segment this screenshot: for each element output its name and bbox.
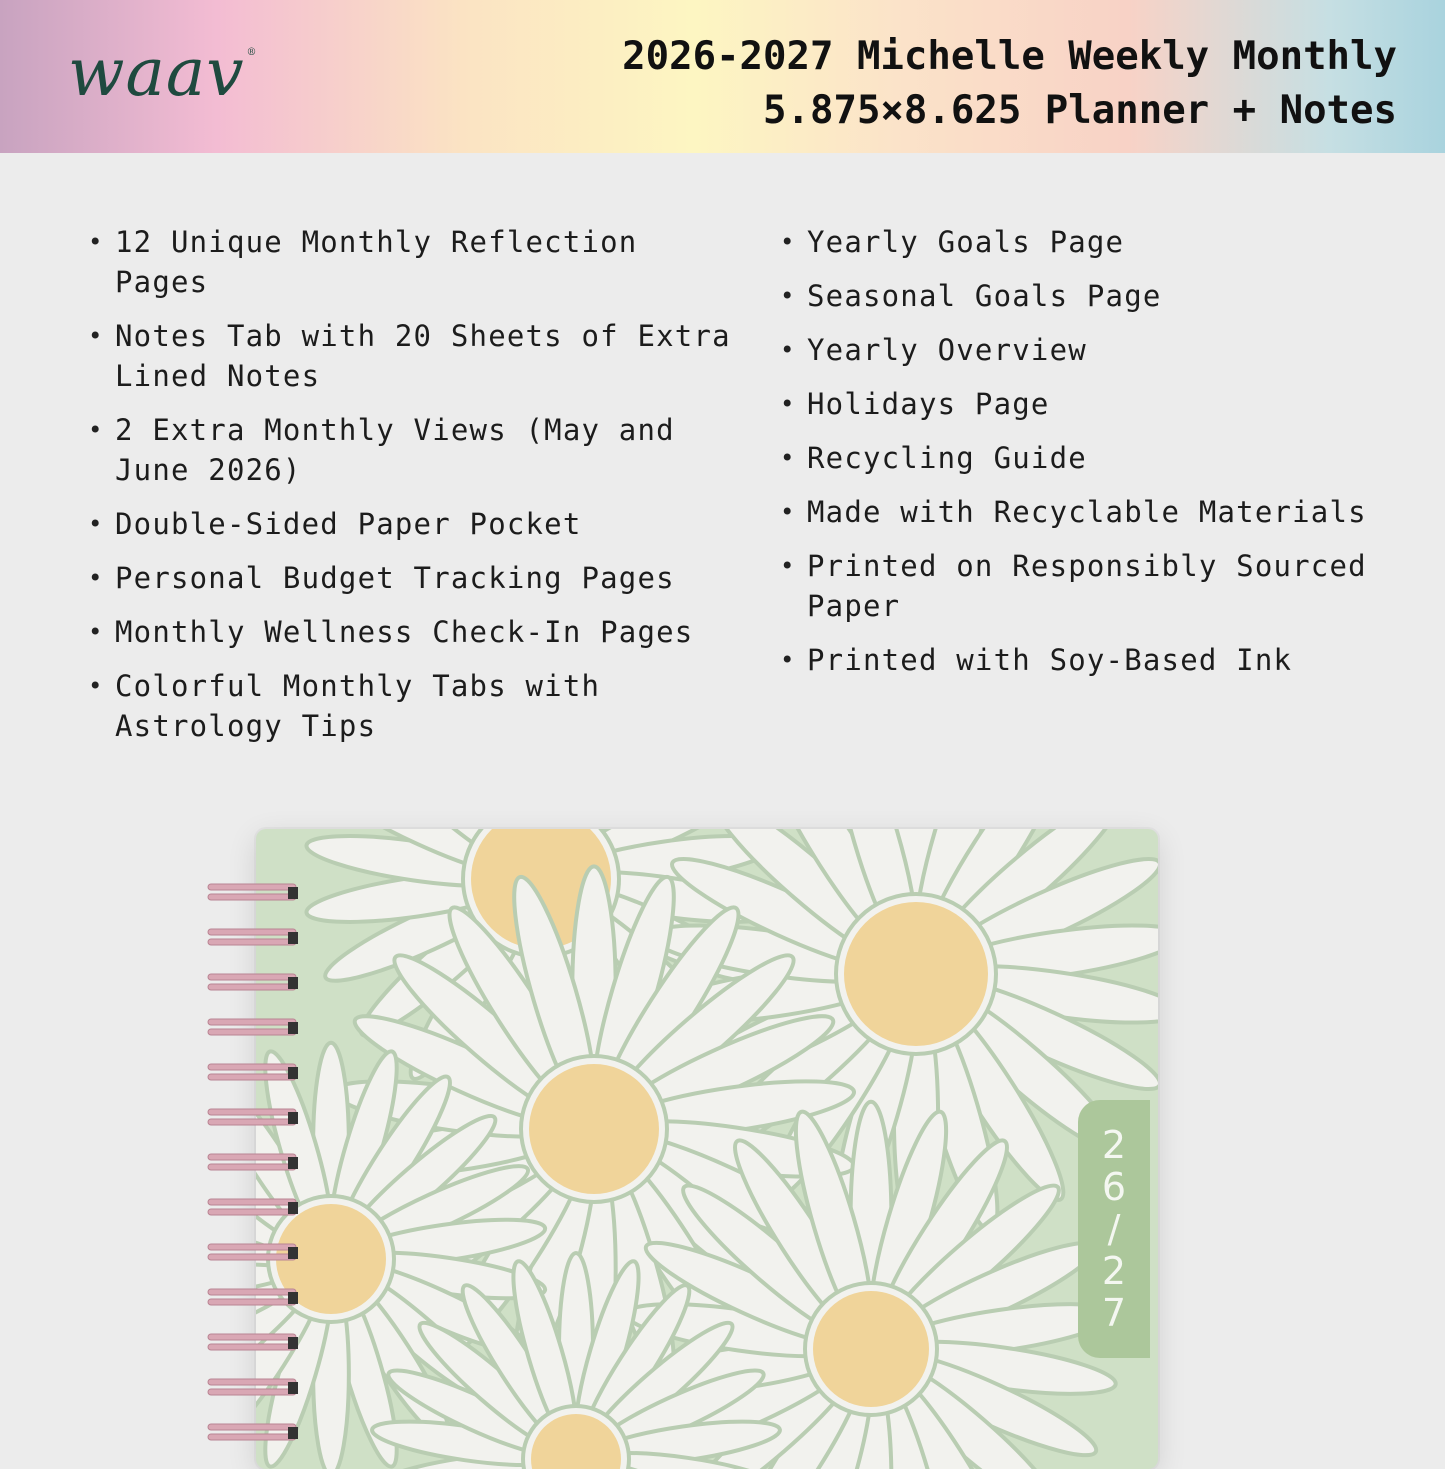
tab-char: 2: [1101, 1123, 1127, 1167]
feature-item: • Monthly Wellness Check-In Pages: [88, 612, 748, 652]
spiral-coil: [208, 1199, 298, 1215]
title-line-1: 2026-2027 Michelle Weekly Monthly: [622, 34, 1397, 79]
spiral-coil: [208, 1244, 298, 1260]
trademark-mark: ®: [246, 47, 258, 58]
features-right-column: [780, 222, 1400, 694]
spiral-coil: [208, 1424, 298, 1440]
brand-logo: [68, 34, 257, 111]
spiral-coil: [208, 1019, 298, 1035]
header-banner: [0, 0, 1445, 153]
feature-item: • Printed with Soy-Based Ink: [780, 640, 1400, 680]
feature-item: • Seasonal Goals Page: [780, 276, 1400, 316]
logo-text: waav: [68, 34, 245, 111]
spiral-coil: [208, 1289, 298, 1305]
feature-item: • Personal Budget Tracking Pages: [88, 558, 748, 598]
tab-char: 7: [1101, 1291, 1127, 1335]
spiral-coil: [208, 1334, 298, 1350]
spiral-coil: [208, 1154, 298, 1170]
feature-item: • Yearly Goals Page: [780, 222, 1400, 262]
feature-item: • Yearly Overview: [780, 330, 1400, 370]
tab-char: 2: [1101, 1249, 1127, 1293]
planner-cover: [256, 829, 1158, 1469]
tab-char: 6: [1101, 1165, 1127, 1209]
feature-item: • Printed on Responsibly Sourced Paper: [780, 546, 1400, 626]
spiral-coil: [208, 929, 298, 945]
feature-item: • Colorful Monthly Tabs with Astrology Tips: [88, 666, 748, 746]
spiral-coil: [208, 1064, 298, 1080]
spiral-binding: [204, 876, 304, 1446]
title-line-2: 5.875×8.625 Planner + Notes: [763, 88, 1397, 133]
feature-item: • 2 Extra Monthly Views (May and June 2026): [88, 410, 748, 490]
feature-item: • Notes Tab with 20 Sheets of Extra Lined Notes: [88, 316, 748, 396]
feature-item: • Recycling Guide: [780, 438, 1400, 478]
year-tab: [1078, 1100, 1150, 1358]
feature-item: • Made with Recyclable Materials: [780, 492, 1400, 532]
spiral-coil: [208, 974, 298, 990]
daisy-pattern: [256, 829, 1158, 1469]
spiral-coil: [208, 1109, 298, 1125]
feature-item: • Double-Sided Paper Pocket: [88, 504, 748, 544]
spiral-coil: [208, 884, 298, 900]
feature-item: • Holidays Page: [780, 384, 1400, 424]
tab-char: /: [1107, 1207, 1121, 1251]
features-left-column: [88, 222, 748, 760]
product-title: [622, 30, 1397, 138]
spiral-coil: [208, 1379, 298, 1395]
feature-item: • 12 Unique Monthly Reflection Pages: [88, 222, 748, 302]
